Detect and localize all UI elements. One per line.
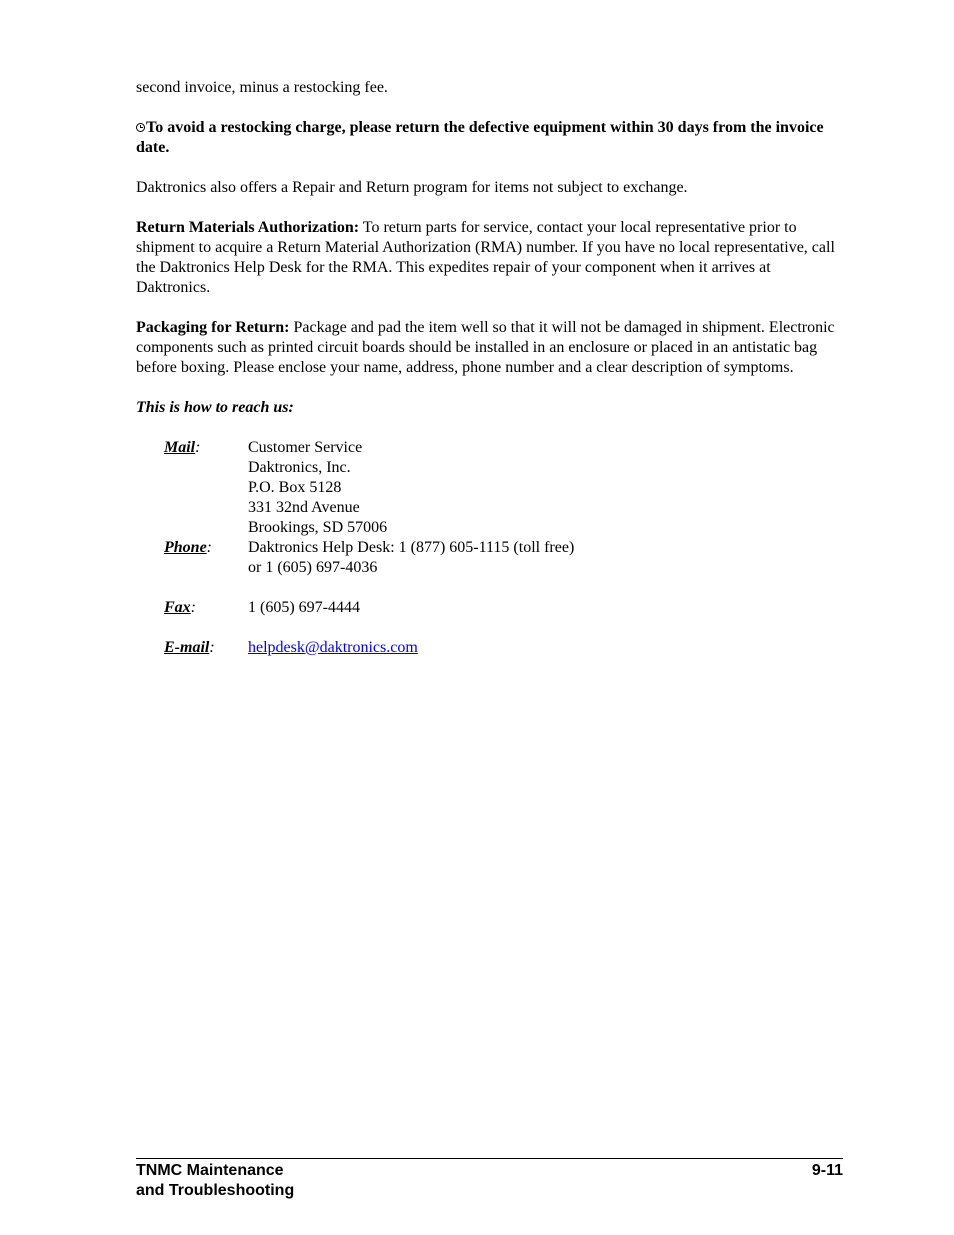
contact-mail-row — [164, 438, 844, 538]
phone-line: or 1 (605) 697-4036 — [248, 559, 378, 576]
page-content — [136, 78, 844, 658]
phone-line: Daktronics Help Desk: 1 (877) 605-1115 (toll free) — [248, 539, 575, 556]
restock-warning — [136, 118, 844, 158]
page-number: 9-11 — [811, 1162, 843, 1179]
fax-number: 1 (605) 697-4444 — [248, 599, 360, 616]
mail-line: P.O. Box 5128 — [248, 479, 342, 496]
continuation-text: second invoice, minus a restocking fee. — [136, 79, 388, 96]
contact-fax-row — [164, 598, 844, 618]
rma-paragraph — [136, 218, 844, 298]
phone-numbers — [248, 538, 574, 578]
clock-icon — [136, 123, 145, 132]
email-link[interactable]: helpdesk@daktronics.com — [248, 639, 418, 656]
mail-line: Brookings, SD 57006 — [248, 519, 388, 536]
contact-block — [164, 438, 844, 658]
footer-title-line1: TNMC Maintenance — [136, 1162, 284, 1179]
contact-phone-row — [164, 538, 844, 578]
rma-heading: Return Materials Authorization: — [136, 219, 360, 236]
footer-title — [136, 1161, 294, 1201]
rma-text: To return parts for service, contact your local representative prior to shipment to acquire a Return Material Authorization (RMA) number. If you have no local representative, call the Daktronics Help Desk for the RMA. This expedites repair of your component when it arrives at Daktronics. — [136, 219, 835, 296]
mail-line: 331 32nd Avenue — [248, 499, 360, 516]
contact-phone-label: Phone: — [164, 539, 212, 556]
repair-program-text: Daktronics also offers a Repair and Return program for items not subject to exchange. — [136, 179, 688, 196]
contact-email-label: E-mail: — [164, 639, 215, 656]
footer-title-line2: and Troubleshooting — [136, 1182, 295, 1199]
contact-fax-label: Fax: — [164, 599, 196, 616]
mail-line: Customer Service — [248, 439, 363, 456]
spacer — [164, 578, 844, 598]
page-footer — [136, 1158, 843, 1201]
spacer — [164, 618, 844, 638]
packaging-paragraph — [136, 318, 844, 378]
reach-us-heading: This is how to reach us: — [136, 399, 294, 416]
packaging-heading: Packaging for Return: — [136, 319, 290, 336]
packaging-text: Package and pad the item well so that it will not be damaged in shipment. Electronic components such as printed circuit boards should be installed in an enclosure or placed in an antistatic bag before boxing. Please enclose your name, address, phone number and a clear description of symptoms. — [136, 319, 835, 376]
restock-warning-text: To avoid a restocking charge, please return the defective equipment within 30 days from the invoice date. — [136, 119, 824, 156]
contact-mail-label: Mail: — [164, 439, 201, 456]
mail-address — [248, 438, 387, 538]
mail-line: Daktronics, Inc. — [248, 459, 351, 476]
contact-email-row — [164, 638, 844, 658]
